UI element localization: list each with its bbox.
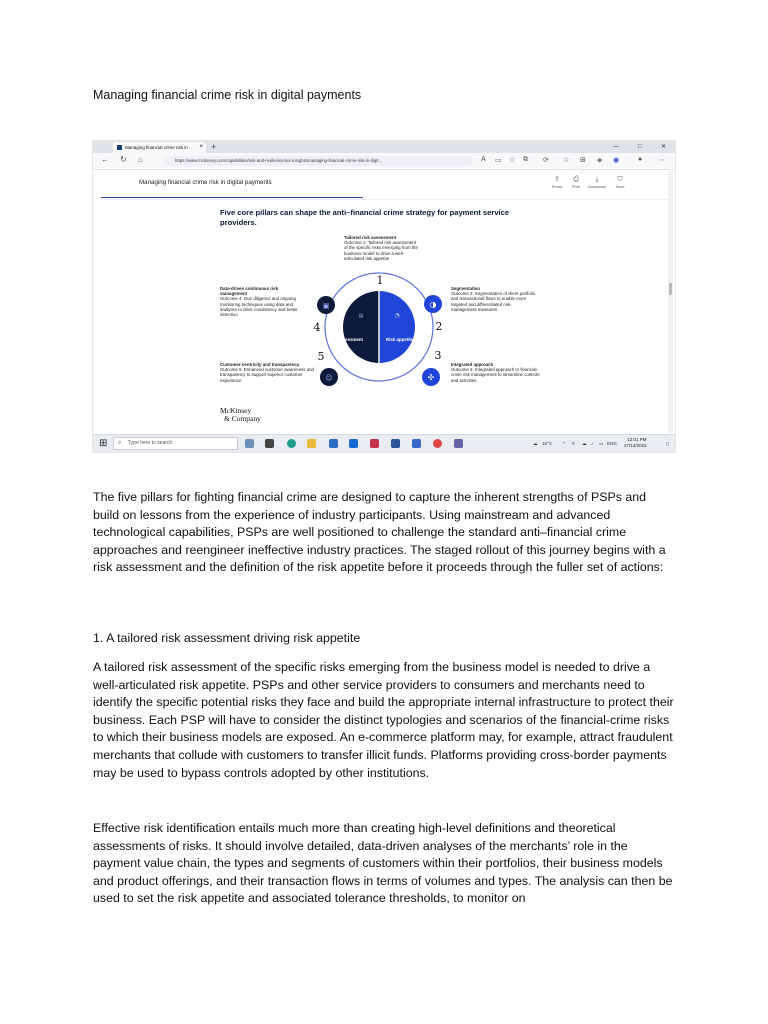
five-pillars-diagram [93,141,675,452]
risk-appetite-half [379,291,415,363]
embedded-browser-screenshot [93,141,675,452]
pillar-5-outcome: Outcome 5: Enhanced customer awareness and transparency to support superior customer experience [220,367,314,383]
cloud-icon[interactable]: ☁ [582,441,587,446]
integrated-icon: ✣ [427,373,435,382]
section-heading-1: 1. A tailored risk assessment driving risk appetite [93,631,361,645]
home-icon[interactable]: ⌂ [138,155,143,164]
sync-icon[interactable]: ⟳ [543,157,549,164]
brand-line-2: & Company [224,413,261,423]
center-left-label: Risk assessment [327,337,363,342]
new-tab-icon[interactable]: + [211,142,217,152]
pillar-4-text [220,286,302,317]
page-header-title: Managing financial crime risk in digital payments [139,179,272,186]
split-screen-icon[interactable]: ▭ [495,157,502,164]
risk-appetite-icon: ◔ [394,312,400,319]
word-icon[interactable] [391,439,400,448]
tray-chevron-icon[interactable]: ^ [563,441,566,446]
body-paragraph-2: A tailored risk assessment of the specific risks emerging from the business model is needed to drive a well-articulated risk appetite. PSPs and other service providers to consumers and merchants need to identify the specific potential risks they face and build the appropriate internal infrastructure to protect their business. Each PSP will have to consider the distinct typologies and scenarios of the financial-crime risks to which their business models are exposed. An e-commerce platform may, for example, attract fraudulent merchants that collude with customers to transfer illicit funds. Platforms providing cross-border payments may be used to bypass controls adopted by other institutions. [93,660,674,780]
store-icon[interactable] [329,439,338,448]
favorites-star-icon[interactable]: ☆ [509,157,516,164]
document-title: Managing financial crime risk in digital payments [93,88,362,102]
share-icon: ⇪ [554,176,560,183]
outlook-icon[interactable] [349,439,358,448]
clock-time: 12:01 PM [627,437,647,442]
teams-icon[interactable] [454,439,463,448]
notifications-icon[interactable]: ▯ [666,441,669,446]
pillar-number-1: 1 [376,274,384,287]
network-icon[interactable]: ⌾ [572,441,575,446]
print-label: Print [571,184,581,189]
profile-icon[interactable]: ● [638,156,643,163]
mckinsey-logo [220,407,261,422]
pillar-4-outcome: Outcome 4: Due diligence and ongoing monitoring techniques using data and analytics to drive consistency and better detection [220,296,298,318]
pillar-1-text [344,235,419,261]
monitor-icon: ▣ [322,302,330,310]
minimize-icon[interactable]: — [613,144,619,150]
edge-taskbar-icon[interactable] [287,439,296,448]
window-close-icon[interactable]: ✕ [661,144,667,150]
center-right-label: Risk appetite [386,337,414,342]
download-label: Download [588,184,606,189]
tab-label: Managing financial crime risk in [125,145,188,150]
search-icon: ⌕ [118,440,122,446]
temperature-text: 18°C [542,441,553,446]
volume-icon[interactable]: ♪ [591,441,594,446]
extensions-icon[interactable]: ⧉ [523,156,528,163]
refresh-icon[interactable]: ↻ [120,155,127,164]
pillar-2-outcome: Outcome 2: Segmentation of client portfolio and transactional flows to enable more targeted and differentiated risk-management measures [451,291,536,312]
body-paragraph-1: The five pillars for fighting financial crime are designed to capture the inherent strengths of PSPs and build on lessons from the experience of industry participants. Using mainstream and advanced technological capabilities, PSPs are well positioned to challenge the standard anti–financial crime approaches and reengineer ineffective industry practices. The staged rollout of this journey begins with a risk assessment and the definition of the risk appetite before it proceeds through the fuller set of actions: [93,490,666,575]
language-indicator[interactable]: ENG [607,441,617,446]
url-text: https://www.mckinsey.com/capabilities/risk-and-resilience/our-insights/managing-financial-crime-risk-in-digit... [175,158,382,163]
clock-date: 27/12/2022 [624,443,647,448]
read-aloud-icon[interactable]: A [481,156,486,163]
collections-icon[interactable]: ⊞ [580,157,586,164]
back-icon[interactable]: ← [101,155,109,164]
pillar-number-3: 3 [434,349,442,362]
pillar-3-heading: Integrated approach [451,362,494,367]
pillar-2-text [451,286,537,312]
shield-icon[interactable]: ◈ [597,157,603,164]
pillar-3-text [451,362,543,383]
pillar-5-text [220,362,318,383]
segmentation-icon: ◑ [429,300,437,309]
people-icon: ☺ [325,374,333,382]
edge-icon[interactable]: ◉ [613,157,620,164]
chrome-icon[interactable] [433,439,442,448]
more-options-icon[interactable]: ⋯ [658,157,665,164]
tab-close-icon[interactable]: × [199,144,203,150]
file-explorer-icon[interactable] [307,439,316,448]
weather-widget-icon[interactable] [245,439,254,448]
brand-line-1: McKinsey [220,406,252,415]
body-paragraph-3: Effective risk identification entails much more than creating high-level definitions and theoretical assessments of risks. It should involve detailed, data-driven analyses of the merchants’ role in the payment value chain, the types and segments of customers within their portfolios, their business models and product offerings, and their transaction flows in terms of volumes and types. The analysis can then be used to set the risk appetite and associated tolerance thresholds, to monitor on [93,821,673,906]
taskbar-search-input[interactable] [113,437,238,450]
bookmark-icon: ⛉ [617,176,623,183]
pillar-2-heading: Segmentation [451,286,481,291]
pillar-4-heading: Data-driven continuous risk management [220,286,279,297]
risk-assessment-icon: ▤ [358,313,364,319]
photos-icon[interactable] [412,439,421,448]
office-icon[interactable] [370,439,379,448]
pillar-1-heading: Tailored risk assessment [344,235,397,240]
share-label: Share [551,184,563,189]
taskbar-clock[interactable] [624,437,647,449]
pillar-number-5: 5 [317,350,325,363]
pillar-number-4: 4 [313,321,321,334]
pillar-5-heading: Customer-centricity and transparency [220,362,300,367]
figure-title: Five core pillars can shape the anti–financial crime strategy for payment service providers. [220,208,510,227]
battery-icon[interactable]: ▭ [599,441,604,446]
risk-assessment-half [343,291,379,363]
task-view-icon[interactable] [265,439,274,448]
windows-taskbar [93,434,675,452]
pillar-number-2: 2 [435,320,443,333]
pillar-1-outcome: Outcome 1: Tailored risk assessment of the specific risks emerging from the business model to drive a well-articulated risk appetite [344,240,418,261]
search-placeholder: Type here to search [128,440,173,446]
weather-icon[interactable]: ☁ [533,441,538,446]
windows-start-icon[interactable]: ⊞ [99,438,108,449]
download-icon: ⤓ [595,176,599,183]
favorites-bar-icon[interactable]: ☆ [563,157,570,164]
maximize-icon[interactable]: □ [638,144,642,150]
pillar-3-outcome: Outcome 3: Integrated approach to financial-crime risk management to streamline controls and activities [451,367,540,383]
print-icon: ⎙ [573,176,579,183]
save-label: Save [615,184,625,189]
